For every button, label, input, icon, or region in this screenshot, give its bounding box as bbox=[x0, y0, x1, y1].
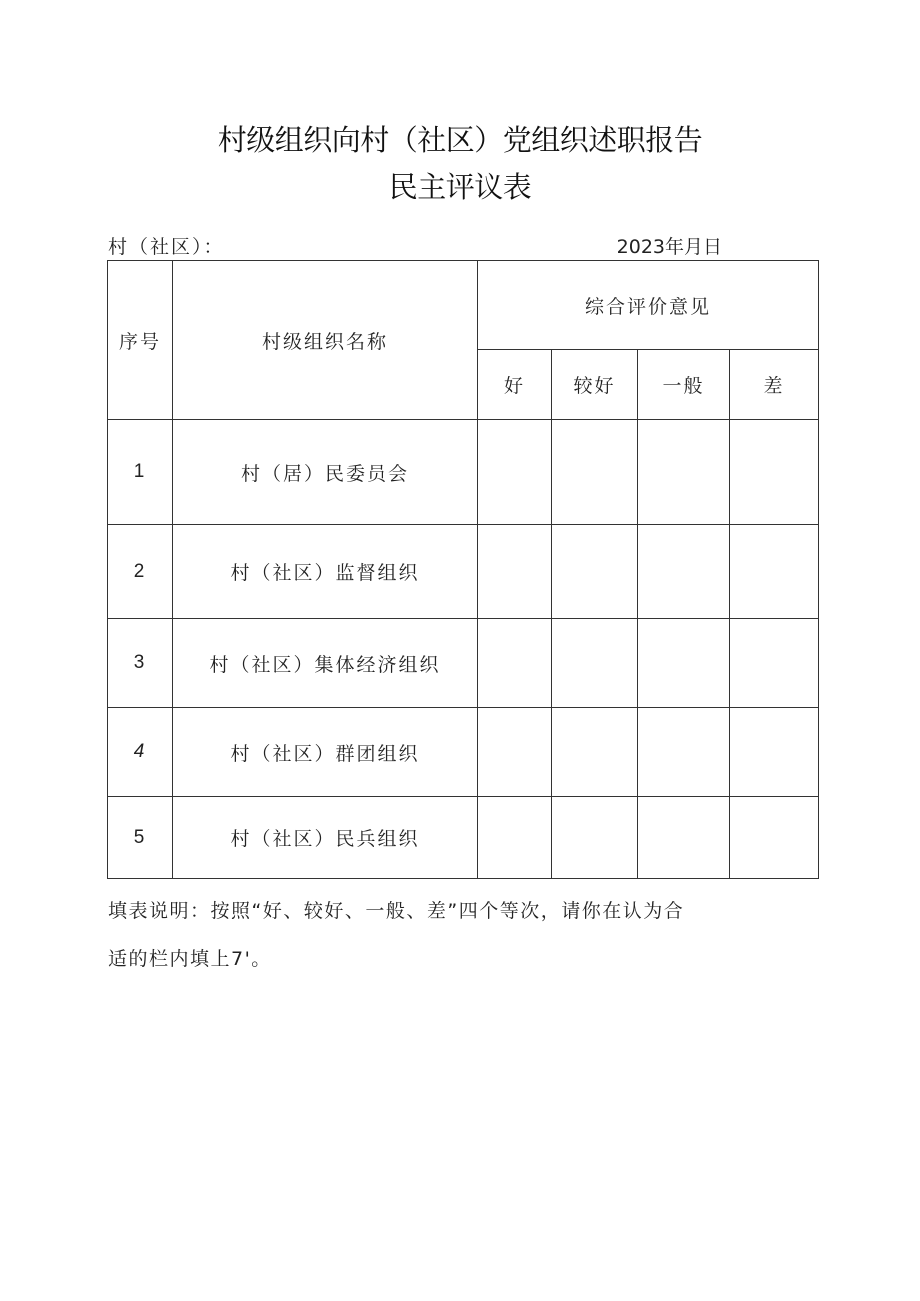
rating-cell-average[interactable] bbox=[638, 797, 730, 879]
rating-cell-fairly-good[interactable] bbox=[552, 797, 638, 879]
row-seq: 3 bbox=[108, 619, 173, 708]
rating-cell-fairly-good[interactable] bbox=[552, 619, 638, 708]
row-org-name: 村（社区）民兵组织 bbox=[173, 797, 478, 879]
rating-cell-average[interactable] bbox=[638, 525, 730, 619]
rating-cell-poor[interactable] bbox=[730, 619, 819, 708]
rating-cell-average[interactable] bbox=[638, 708, 730, 797]
row-seq: 4 bbox=[108, 708, 173, 797]
rating-cell-fairly-good[interactable] bbox=[552, 420, 638, 525]
row-org-name: 村（社区）集体经济组织 bbox=[173, 619, 478, 708]
row-seq: 5 bbox=[108, 797, 173, 879]
rating-cell-good[interactable] bbox=[478, 708, 552, 797]
rating-cell-poor[interactable] bbox=[730, 420, 819, 525]
rating-cell-good[interactable] bbox=[478, 619, 552, 708]
header-rating-good: 好 bbox=[478, 350, 552, 420]
rating-cell-good[interactable] bbox=[478, 525, 552, 619]
instructions-line-2: 适的栏内填上7'。 bbox=[108, 948, 272, 970]
rating-cell-poor[interactable] bbox=[730, 797, 819, 879]
row-org-name: 村（居）民委员会 bbox=[173, 420, 478, 525]
rating-cell-average[interactable] bbox=[638, 420, 730, 525]
row-seq: 1 bbox=[108, 420, 173, 525]
rating-cell-good[interactable] bbox=[478, 420, 552, 525]
header-rating-fairly-good: 较好 bbox=[552, 350, 638, 420]
table-row bbox=[108, 619, 819, 708]
table-row bbox=[108, 708, 819, 797]
rating-cell-fairly-good[interactable] bbox=[552, 525, 638, 619]
rating-cell-average[interactable] bbox=[638, 619, 730, 708]
rating-cell-good[interactable] bbox=[478, 797, 552, 879]
table-row bbox=[108, 525, 819, 619]
instructions-line-1: 填表说明：按照“好、较好、一般、差”四个等次，请你在认为合 bbox=[108, 900, 685, 922]
table-row bbox=[108, 420, 819, 525]
rating-cell-poor[interactable] bbox=[730, 708, 819, 797]
evaluation-table bbox=[107, 260, 819, 879]
header-org-name: 村级组织名称 bbox=[173, 261, 478, 420]
table-row bbox=[108, 797, 819, 879]
rating-cell-fairly-good[interactable] bbox=[552, 708, 638, 797]
row-org-name: 村（社区）群团组织 bbox=[173, 708, 478, 797]
rating-cell-poor[interactable] bbox=[730, 525, 819, 619]
form-subtitle: 民主评议表 bbox=[388, 170, 532, 204]
row-seq: 2 bbox=[108, 525, 173, 619]
date-label: 2023年月日 bbox=[616, 236, 722, 258]
header-rating-poor: 差 bbox=[730, 350, 819, 420]
village-label: 村（社区）： bbox=[108, 236, 225, 258]
header-evaluation: 综合评价意见 bbox=[478, 261, 819, 350]
row-org-name: 村（社区）监督组织 bbox=[173, 525, 478, 619]
header-rating-average: 一般 bbox=[638, 350, 730, 420]
form-title: 村级组织向村（社区）党组织述职报告 bbox=[217, 123, 703, 157]
header-seq: 序号 bbox=[108, 261, 173, 420]
